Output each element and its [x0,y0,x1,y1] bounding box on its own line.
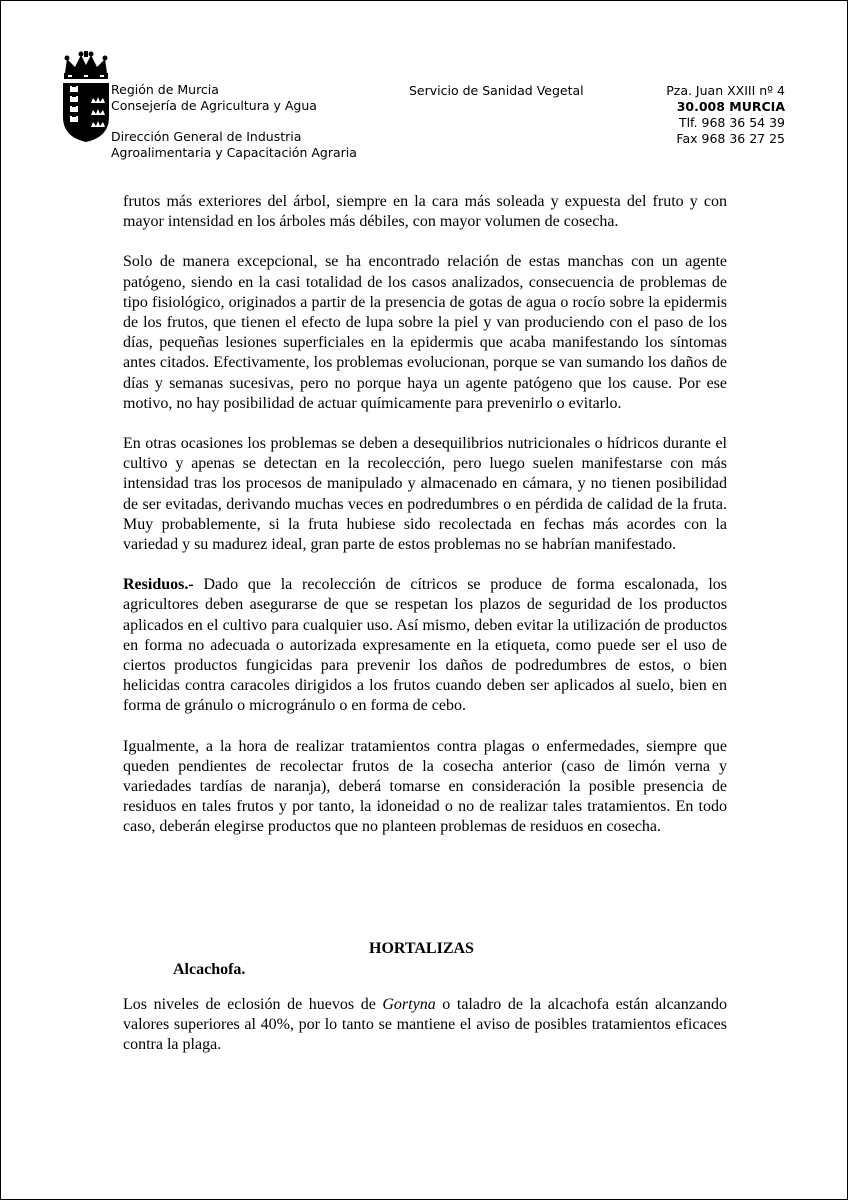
org-region: Región de Murcia [111,82,219,97]
alcachofa-text-end: o taladro de la alcachofa están alcanzando valores superiores al 40%, por lo tanto se mantiene el aviso de posibles tratamientos eficaces contra la plaga. [123,996,727,1054]
organization-block [111,82,357,161]
org-directorate: Dirección General de Industria [111,129,302,144]
paragraph-alcachofa [123,995,727,1056]
alcachofa-text-start: Los niveles de eclosión de huevos de [123,996,383,1013]
phone-number: Tlf. 968 36 54 39 [678,115,785,130]
section-title: HORTALIZAS [369,940,474,957]
residuos-text: Dado que la recolección de cítricos se produce de forma escalonada, los agricultores deben asegurarse de que se respetan los plazos de seguridad de los productos aplicados en el cultivo para cualquier uso. Así mismo, deben evitar la utilización de productos en forma no adecuada o autorizada expresamente en la etiqueta, como puede ser el uso de ciertos productos fungicidas para prevenir los daños de podredumbres de estos, o bien helicidas contra caracoles dirigidos a los frutos cuando deben ser aplicados al suelo, bien en forma de gránulo o microgránulo o en forma de cebo. [123,576,727,715]
org-ministry: Consejería de Agricultura y Agua [111,98,317,113]
address-street: Pza. Juan XXIII nº 4 [666,83,785,98]
region-crest-logo [61,51,111,143]
paragraph-1: frutos más exteriores del árbol, siempre en la cara más soleada y expuesta del fruto y con mayor intensidad en los árboles más débiles, con mayor volumen de cosecha. [123,193,727,231]
paragraph-5: Igualmente, a la hora de realizar tratamientos contra plagas o enfermedades, siempre que queden pendientes de recolectar frutos de la cosecha anterior (caso de limón verna y variedades tardías de naranja), deberá tomarse en consideración la posible presencia de residuos en tales frutos y por tanto, la idoneidad o no de realizar tales tratamientos. En todo caso, deberán elegirse productos que no planteen problemas de residuos en cosecha. [123,737,727,836]
species-name: Gortyna [382,996,436,1013]
paragraph-3: En otras ocasiones los problemas se deben a desequilibrios nutricionales o hídricos durante el cultivo y apenas se detectan en la recolección, pero luego suelen manifestarse con más intensidad tras los procesos de manipulado y almacenado en cámara, y no tienen posibilidad de ser evitadas, derivando muchas veces en podredumbres o en pérdida de calidad de la fruta. Muy probablemente, si la fruta hubiese sido recolectada en fechas más acordes con la variedad y su madurez ideal, gran parte de estos problemas no se habrían manifestado. [123,435,727,554]
address-city: 30.008 MURCIA [676,99,785,114]
address-block [666,83,785,147]
residuos-heading: Residuos.- [123,576,194,594]
fax-number: Fax 968 36 27 25 [676,131,785,146]
body-text [123,192,727,858]
hortalizas-text [123,995,727,1056]
paragraph-2: Solo de manera excepcional, se ha encontrado relación de estas manchas con un agente patógeno, siendo en la casi totalidad de los casos analizados, consecuencia de problemas de tipo fisiológico, originados a partir de la presencia de gotas de agua o rocío sobre la epidermis de los frutos, que tienen el efecto de lupa sobre la piel y van produciendo con el paso de los días, pequeñas lesiones superficiales en la epidermis que acaba manifestando los síntomas antes citados. Efectivamente, los problemas evolucionan, porque se van sumando los daños de días y semanas sucesivas, pero no porque haya un agente patógeno que los cause. Por ese motivo, no hay posibilidad de actuar químicamente para prevenirlo o evitarlo. [123,253,727,412]
org-directorate-2: Agroalimentaria y Capacitación Agraria [111,145,357,160]
subsection-title: Alcachofa. [173,961,246,978]
service-name: Servicio de Sanidad Vegetal [409,83,584,98]
paragraph-residuos [123,575,727,716]
